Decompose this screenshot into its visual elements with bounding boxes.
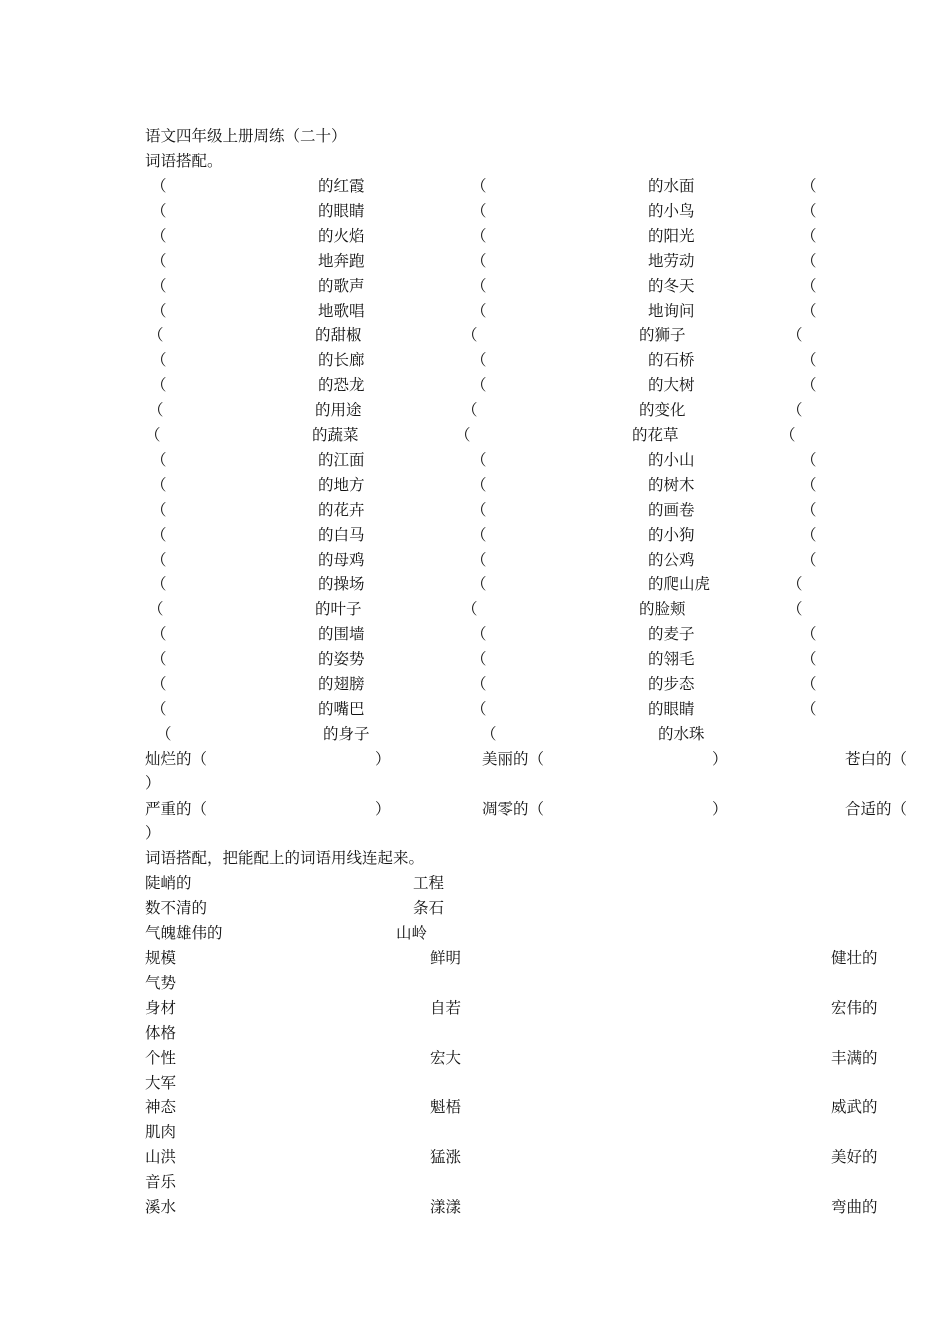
blank-label: 的石桥 [648,351,695,370]
open-paren: （ [148,401,164,420]
blank-label: 地询问 [648,301,695,320]
open-paren: （ [471,351,487,370]
match-word: 弯曲的 [831,1198,878,1216]
open-paren: （ [471,251,487,270]
match-word: 身材 [145,998,177,1017]
open-paren: （ [471,525,487,544]
blank-label: 的花草 [632,426,679,444]
close-paren: ） [712,750,728,768]
match-word: 山岭 [396,924,428,942]
open-paren: （ [151,699,167,718]
blank-label: 的狮子 [639,326,686,345]
blank-label: 的小山 [648,450,695,469]
blank-label: 的画卷 [648,500,695,519]
blank-label: 的歌声 [318,276,365,295]
match-word: 漾漾 [430,1198,462,1216]
close-paren: ） [375,800,391,818]
blank-label: 的小鸟 [648,201,695,220]
blank-label: 的步态 [648,675,695,693]
blank-label: 的变化 [639,401,686,420]
blank-label: 的叶子 [315,600,362,619]
section-heading: 词语搭配，把能配上的词语用线连起来。 [145,849,425,867]
blank-label: 地劳动 [648,251,695,270]
blank-label: 的围墙 [318,625,365,644]
match-word: 肌肉 [145,1123,177,1142]
match-word: 条石 [413,899,445,917]
open-paren: （ [151,475,167,494]
blank-label: 的树木 [648,475,695,494]
open-paren: （ [151,525,167,544]
fill-label: 苍白的（ [845,750,908,768]
open-paren: （ [801,650,817,669]
match-word: 猛涨 [430,1148,462,1167]
open-paren: （ [455,426,471,444]
open-paren: （ [151,675,167,693]
match-word: 气势 [145,974,177,992]
blank-label: 的大树 [648,376,695,395]
blank-label: 的麦子 [648,625,695,644]
match-word: 丰满的 [831,1048,878,1067]
blank-label: 的花卉 [318,500,365,519]
open-paren: （ [151,450,167,469]
blank-label: 的姿势 [318,650,365,669]
blank-label: 的火焰 [318,226,365,245]
open-paren: （ [801,699,817,718]
blank-label: 的翎毛 [648,650,695,669]
open-paren: （ [148,326,164,345]
blank-label: 的脸颊 [639,600,686,619]
match-word: 威武的 [831,1098,878,1117]
blank-label: 的翅膀 [318,675,365,693]
blank-label: 的用途 [315,401,362,420]
match-word: 陡峭的 [145,874,192,892]
open-paren: （ [801,226,817,245]
blank-label: 的甜椒 [315,326,362,345]
open-paren: （ [801,500,817,519]
blank-label: 的母鸡 [318,550,365,569]
open-paren: （ [801,525,817,544]
open-paren: （ [471,625,487,644]
match-word: 自若 [430,998,462,1017]
blank-label: 的身子 [323,724,370,743]
blank-label: 的眼睛 [648,699,695,718]
open-paren: （ [151,251,167,270]
open-paren: （ [151,301,167,320]
fill-label: 美丽的（ [482,750,545,768]
open-paren: （ [471,675,487,693]
blank-label: 的江面 [318,450,365,469]
open-paren: （ [471,177,487,195]
match-word: 规模 [145,949,177,967]
blank-label: 地奔跑 [318,251,365,270]
open-paren: （ [801,301,817,320]
match-word: 神态 [145,1098,177,1117]
blank-label: 的水珠 [658,724,705,743]
blank-label: 的长廊 [318,351,365,370]
open-paren: （ [801,177,817,195]
blank-label: 的冬天 [648,276,695,295]
open-paren: （ [471,276,487,295]
open-paren: （ [462,401,478,420]
blank-label: 的眼睛 [318,201,365,220]
open-paren: （ [471,226,487,245]
blank-label: 的阳光 [648,226,695,245]
match-word: 鲜明 [430,949,462,967]
match-word: 宏大 [430,1048,462,1067]
open-paren: （ [151,625,167,644]
blank-label: 的公鸡 [648,550,695,569]
open-paren: （ [801,675,817,693]
close-paren: ） [145,824,161,842]
match-word: 大军 [145,1073,177,1092]
match-word: 宏伟的 [831,998,878,1017]
open-paren: （ [471,650,487,669]
open-paren: （ [151,276,167,295]
open-paren: （ [156,724,172,743]
open-paren: （ [801,351,817,370]
open-paren: （ [151,226,167,245]
open-paren: （ [151,650,167,669]
open-paren: （ [462,326,478,345]
blank-label: 的操场 [318,575,365,594]
open-paren: （ [471,550,487,569]
open-paren: （ [787,401,803,420]
blank-label: 的嘴巴 [318,699,365,718]
open-paren: （ [471,450,487,469]
open-paren: （ [801,625,817,644]
open-paren: （ [151,376,167,395]
blank-label: 的水面 [648,177,695,195]
open-paren: （ [481,724,497,743]
open-paren: （ [471,575,487,594]
open-paren: （ [780,426,796,444]
fill-label: 凋零的（ [482,800,545,818]
blank-label: 的小狗 [648,525,695,544]
open-paren: （ [471,376,487,395]
match-word: 个性 [145,1048,177,1067]
match-word: 美好的 [831,1148,878,1167]
open-paren: （ [462,600,478,619]
blank-label: 地歌唱 [318,301,365,320]
open-paren: （ [151,177,167,195]
match-word: 体格 [145,1023,177,1042]
open-paren: （ [151,201,167,220]
blank-label: 的爬山虎 [648,575,711,594]
open-paren: （ [145,426,161,444]
match-word: 数不清的 [145,899,208,917]
blank-label: 的白马 [318,525,365,544]
open-paren: （ [787,326,803,345]
close-paren: ） [145,774,161,792]
open-paren: （ [471,301,487,320]
fill-label: 灿烂的（ [145,750,208,768]
open-paren: （ [471,500,487,519]
page-title: 语文四年级上册周练（二十） [145,127,347,145]
open-paren: （ [148,600,164,619]
fill-label: 严重的（ [145,800,208,818]
blank-label: 的红霞 [318,177,365,195]
open-paren: （ [801,376,817,395]
open-paren: （ [801,251,817,270]
close-paren: ） [712,800,728,818]
close-paren: ） [375,750,391,768]
match-word: 气魄雄伟的 [145,924,223,942]
open-paren: （ [801,550,817,569]
open-paren: （ [801,276,817,295]
open-paren: （ [471,201,487,220]
open-paren: （ [471,699,487,718]
open-paren: （ [787,600,803,619]
open-paren: （ [151,575,167,594]
open-paren: （ [801,450,817,469]
blank-label: 的蔬菜 [312,426,359,444]
open-paren: （ [471,475,487,494]
match-word: 音乐 [145,1173,177,1192]
open-paren: （ [151,351,167,370]
open-paren: （ [787,575,803,594]
open-paren: （ [801,201,817,220]
match-word: 工程 [413,874,445,892]
match-word: 山洪 [145,1148,177,1167]
fill-label: 合适的（ [845,800,908,818]
open-paren: （ [801,475,817,494]
blank-label: 的恐龙 [318,376,365,395]
open-paren: （ [151,550,167,569]
match-word: 溪水 [145,1198,177,1216]
match-word: 健壮的 [831,949,878,967]
blank-label: 的地方 [318,475,365,494]
open-paren: （ [151,500,167,519]
match-word: 魁梧 [430,1098,462,1117]
section-heading: 词语搭配。 [145,152,223,170]
